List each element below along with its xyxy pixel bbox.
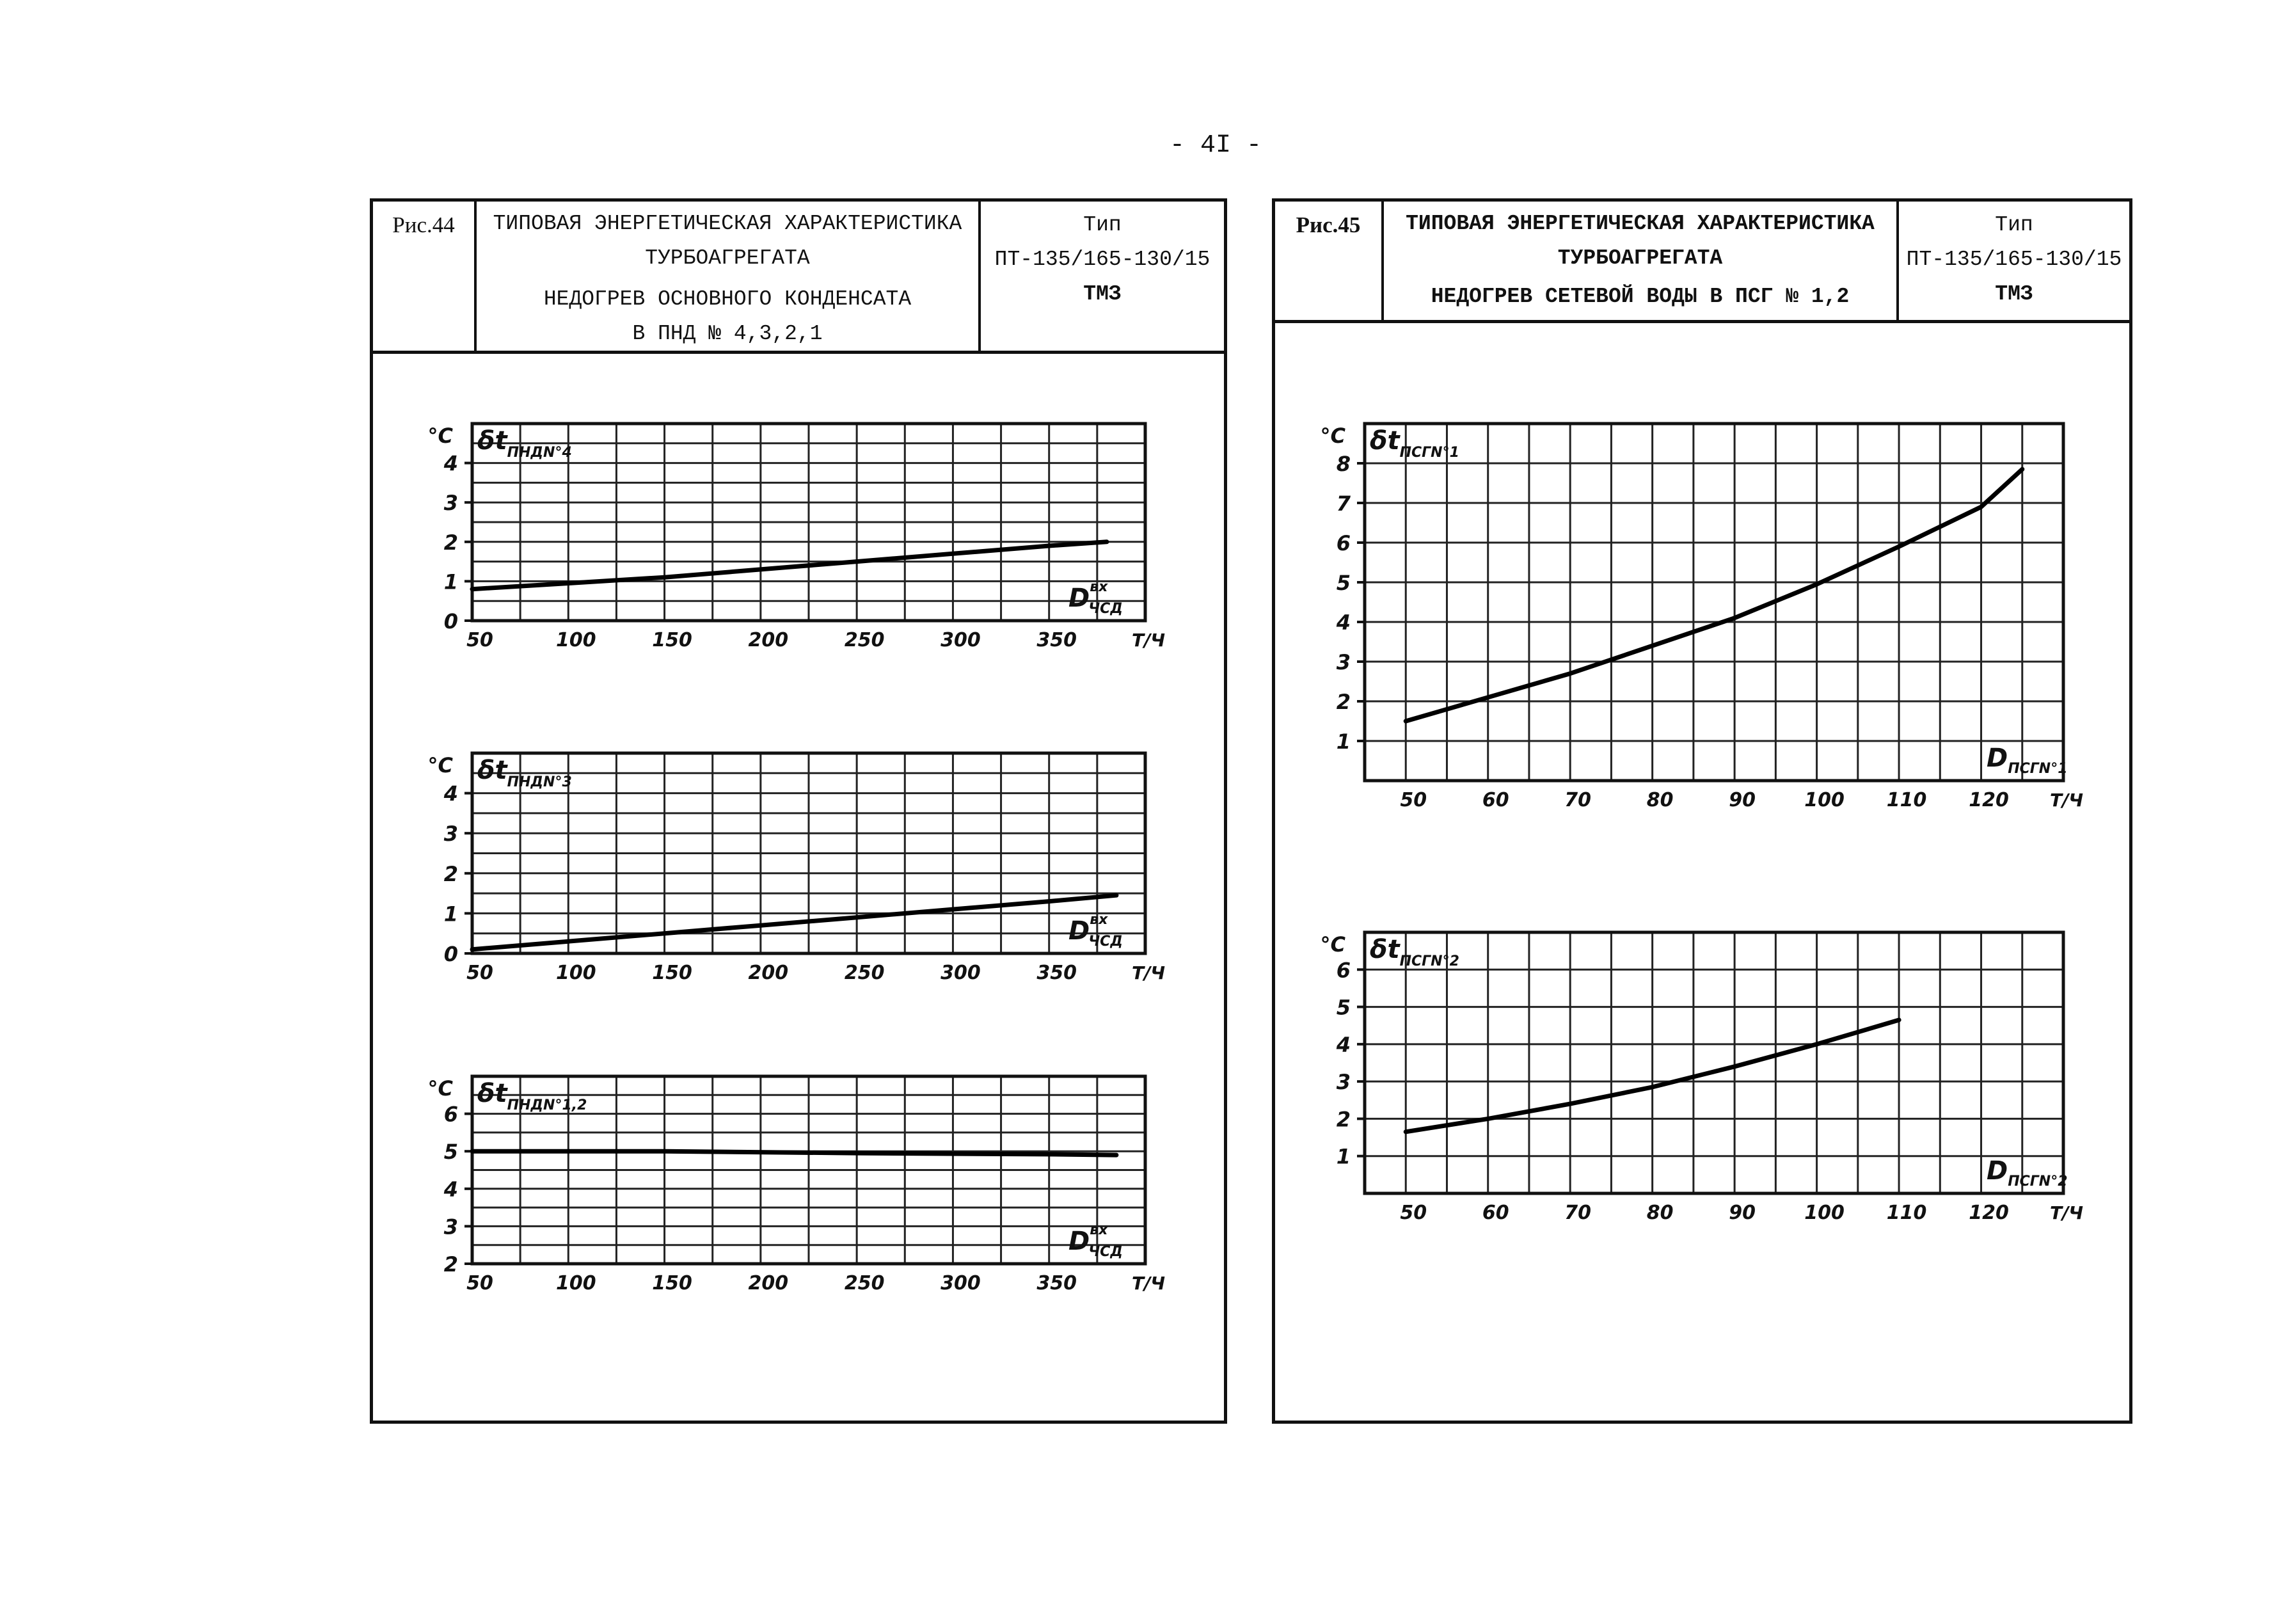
y-tick-label: 2 [443, 530, 458, 555]
x-tick-label: 60 [1482, 1202, 1509, 1224]
plot-frame [1365, 424, 2063, 781]
x-axis-label-sub: ЧСД [1088, 1244, 1123, 1260]
figure-title [1384, 202, 1899, 320]
x-axis-label [1068, 1222, 1123, 1260]
x-tick-label: 50 [466, 1272, 493, 1294]
figure-title [477, 202, 981, 351]
x-axis-label-main: D [1068, 1227, 1090, 1256]
y-tick-label: 1 [1336, 729, 1351, 754]
x-tick-label: 200 [748, 962, 789, 984]
x-axis-label [1987, 1156, 2068, 1190]
x-tick-label: 200 [748, 1272, 789, 1294]
y-tick-label: 3 [1336, 650, 1351, 674]
x-axis-label [1987, 744, 2068, 777]
x-axis-label-main: D [1068, 916, 1090, 946]
turbine-type [1899, 202, 2129, 320]
x-axis-label-sub: ПСГN°2 [2008, 1174, 2068, 1190]
x-tick-label: 90 [1729, 1202, 1756, 1224]
x-tick-label: 250 [844, 629, 885, 651]
y-unit-label: °C [427, 753, 453, 777]
y-axis-label-sub: ПСГN°1 [1399, 445, 1459, 461]
x-tick-label: 150 [652, 962, 692, 984]
x-tick-label: 110 [1886, 1202, 1927, 1224]
x-axis-label-sup: вх [1090, 1222, 1108, 1238]
subtitle-line: В ПНД № 4,3,2,1 [632, 322, 823, 346]
x-tick-label: 100 [555, 1272, 596, 1294]
y-axis-label-main: δt [1370, 426, 1400, 456]
type-model: ПТ-135/165-130/15 [1906, 248, 2122, 271]
x-axis-label-sub: ПСГN°1 [2008, 761, 2068, 777]
type-model: ПТ-135/165-130/15 [994, 248, 1210, 271]
subtitle-line: НЕДОГРЕВ СЕТЕВОЙ ВОДЫ В ПСГ № 1,2 [1431, 285, 1850, 308]
y-tick-label: 4 [1336, 1032, 1351, 1057]
y-tick-label: 4 [443, 1177, 458, 1202]
page-number: - 4I - [1169, 131, 1262, 160]
y-tick-label: 1 [443, 902, 458, 927]
y-tick-label: 3 [443, 491, 458, 516]
y-tick-label: 2 [443, 1252, 458, 1277]
x-tick-label: 350 [1036, 962, 1077, 984]
figure-label: Рис.45 [1275, 202, 1384, 320]
x-tick-label: 300 [941, 962, 981, 984]
title-line: ТИПОВАЯ ЭНЕРГЕТИЧЕСКАЯ ХАРАКТЕРИСТИКА [493, 212, 962, 235]
x-unit-label: Т/Ч [2050, 1202, 2083, 1223]
y-axis-label [1370, 935, 1459, 969]
y-tick-label: 2 [1336, 690, 1351, 714]
y-axis-label [1370, 426, 1459, 461]
x-unit-label: Т/Ч [1132, 962, 1165, 983]
y-axis-label-main: δt [1370, 935, 1400, 964]
y-tick-label: 4 [1336, 610, 1351, 635]
x-tick-label: 350 [1036, 1272, 1077, 1294]
y-tick-label: 3 [443, 822, 458, 847]
chart-grid [472, 424, 1145, 621]
y-axis-label-sub: ПНДN°3 [507, 774, 572, 790]
panel-header [373, 202, 1224, 354]
y-tick-label: 5 [1336, 995, 1351, 1020]
chart-psg-2 [1320, 925, 2095, 1238]
turbine-type [981, 202, 1224, 351]
y-axis-label [477, 1079, 587, 1113]
title-line: ТУРБОАГРЕГАТА [645, 246, 810, 270]
y-tick-label: 3 [1336, 1070, 1351, 1095]
plot-frame [1365, 932, 2063, 1193]
x-tick-label: 100 [555, 962, 596, 984]
x-unit-label: Т/Ч [1132, 630, 1165, 651]
x-axis-label-main: D [1987, 1156, 2008, 1186]
y-axis-label-sub: ПНДN°1,2 [507, 1097, 587, 1113]
chart-pnd-4 [427, 416, 1177, 665]
x-tick-label: 100 [555, 629, 596, 651]
x-tick-label: 150 [652, 1272, 692, 1294]
x-axis-label [1068, 579, 1123, 617]
y-tick-label: 1 [1336, 1144, 1351, 1169]
x-tick-label: 70 [1564, 1202, 1592, 1224]
y-tick-label: 7 [1336, 491, 1351, 516]
y-tick-label: 5 [443, 1140, 458, 1165]
y-unit-label: °C [1320, 424, 1345, 448]
x-tick-label: 50 [466, 629, 493, 651]
y-tick-label: 8 [1336, 452, 1351, 476]
x-axis-label-sup: вх [1090, 579, 1108, 595]
x-tick-label: 150 [652, 629, 692, 651]
x-tick-label: 120 [1969, 1202, 2009, 1224]
x-tick-label: 80 [1646, 1202, 1674, 1224]
y-tick-label: 6 [1336, 531, 1351, 555]
x-tick-label: 50 [466, 962, 493, 984]
x-tick-label: 110 [1886, 789, 1927, 811]
x-axis-label-sub: ЧСД [1088, 934, 1123, 950]
x-tick-label: 250 [844, 1272, 885, 1294]
title-line: ТУРБОАГРЕГАТА [1557, 246, 1723, 270]
y-tick-label: 6 [443, 1102, 458, 1127]
chart-grid [1365, 424, 2063, 781]
x-axis-label [1068, 912, 1123, 950]
y-unit-label: °C [427, 1076, 453, 1101]
subtitle-line: НЕДОГРЕВ ОСНОВНОГО КОНДЕНСАТА [543, 287, 912, 311]
x-tick-label: 50 [1400, 1202, 1427, 1224]
x-tick-label: 100 [1804, 789, 1845, 811]
x-tick-label: 100 [1804, 1202, 1845, 1224]
y-tick-label: 0 [443, 942, 458, 966]
x-tick-label: 50 [1400, 789, 1427, 811]
chart-grid [1365, 932, 2063, 1193]
x-unit-label: Т/Ч [2050, 790, 2083, 811]
y-tick-label: 0 [443, 609, 458, 633]
y-tick-label: 5 [1336, 571, 1351, 595]
x-tick-label: 90 [1729, 789, 1756, 811]
type-label: Тип [1995, 213, 2033, 237]
y-tick-label: 2 [1336, 1107, 1351, 1132]
y-axis-label-main: δt [477, 426, 507, 456]
x-tick-label: 120 [1969, 789, 2009, 811]
y-axis-label-sub: ПСГN°2 [1399, 953, 1459, 969]
y-unit-label: °C [427, 424, 453, 448]
y-axis-label-main: δt [477, 1079, 507, 1108]
type-maker: ТМЗ [1083, 282, 1122, 306]
x-tick-label: 300 [941, 1272, 981, 1294]
chart-psg-1 [1320, 416, 2095, 825]
y-tick-label: 2 [443, 861, 458, 886]
x-axis-label-sub: ЧСД [1088, 601, 1123, 617]
y-tick-label: 4 [443, 451, 458, 476]
type-label: Тип [1083, 213, 1122, 237]
x-tick-label: 200 [748, 629, 789, 651]
x-axis-label-main: D [1068, 584, 1090, 613]
panel-header [1275, 202, 2129, 323]
y-unit-label: °C [1320, 932, 1345, 957]
y-tick-label: 1 [443, 569, 458, 594]
y-tick-label: 4 [443, 781, 458, 806]
series-line [1406, 469, 2022, 721]
x-unit-label: Т/Ч [1132, 1273, 1165, 1294]
chart-pnd-3 [427, 745, 1177, 998]
y-axis-label-main: δt [477, 756, 507, 785]
chart-pnd-1-2 [427, 1069, 1177, 1309]
title-line: ТИПОВАЯ ЭНЕРГЕТИЧЕСКАЯ ХАРАКТЕРИСТИКА [1406, 212, 1875, 235]
x-tick-label: 250 [844, 962, 885, 984]
figure-label: Рис.44 [373, 202, 477, 351]
y-tick-label: 6 [1336, 958, 1351, 983]
x-tick-label: 300 [941, 629, 981, 651]
x-tick-label: 60 [1482, 789, 1509, 811]
y-tick-label: 3 [443, 1214, 458, 1239]
x-tick-label: 70 [1564, 789, 1592, 811]
x-axis-label-main: D [1987, 744, 2008, 773]
x-tick-label: 350 [1036, 629, 1077, 651]
y-axis-label-sub: ПНДN°4 [507, 445, 572, 461]
x-axis-label-sup: вх [1090, 912, 1108, 928]
x-tick-label: 80 [1646, 789, 1674, 811]
type-maker: ТМЗ [1995, 282, 2033, 306]
